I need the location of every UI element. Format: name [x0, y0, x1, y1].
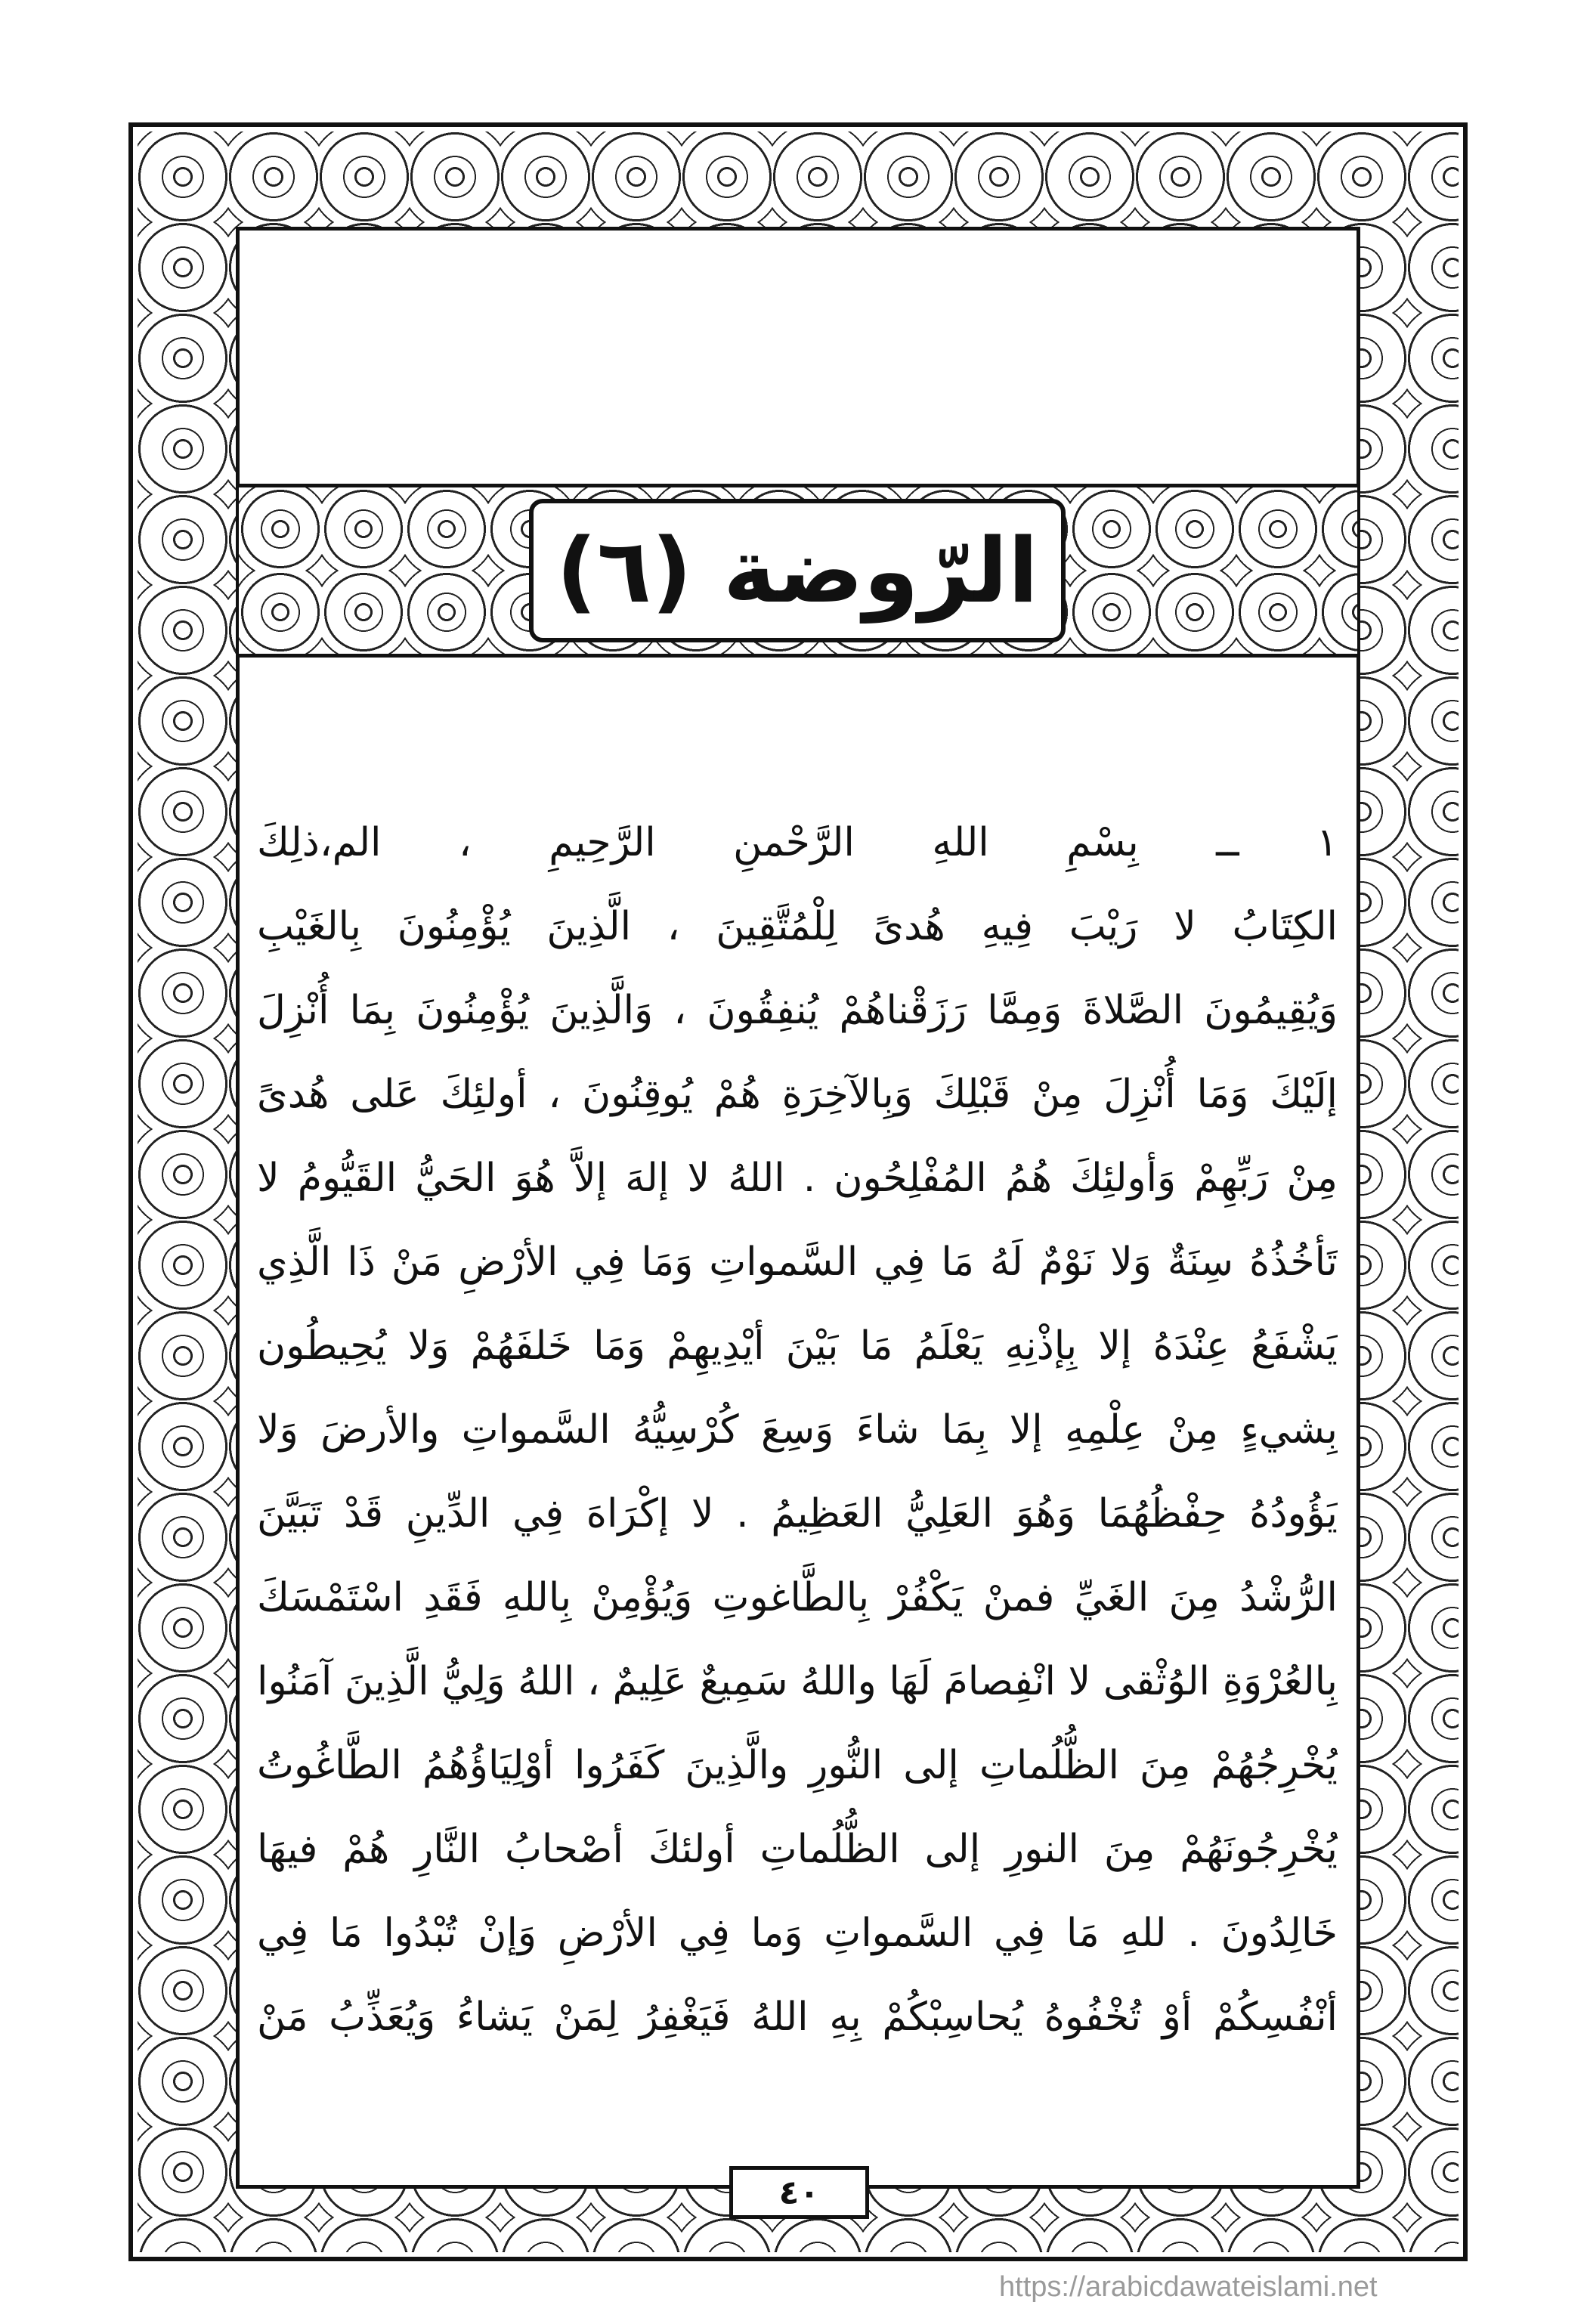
- text-line: يَشْفَعُ عِنْدَهُ إلا بِإذْنِهِ يَعْلَمُ مَا بَيْنَ أيْدِيهِمْ وَمَا خَلفَهُمْ وَلا يُحِيطُون: [257, 1323, 1338, 1369]
- text-line: يُخْرِجُهُمْ مِنَ الظُّلُماتِ إلى النُّورِ والَّذِينَ كَفَرُوا أوْلِيَاؤُهُمُ الطَّاغُوتُ: [257, 1743, 1338, 1788]
- body-text: [257, 801, 1338, 2059]
- title-cartouche: [529, 499, 1066, 642]
- text-line: وَيُقِيمُونَ الصَّلاةَ وَمِمَّا رَزَقْناهُمْ يُنفِقُونَ ، وَالَّذِينَ يُؤْمِنُونَ بِمَا أُنْزِلَ: [257, 988, 1338, 1033]
- text-line: مِنْ رَبِّهِمْ وَأولئِكَ هُمُ المُفْلِحُون . اللهُ لا إلهَ إلاَّ هُوَ الحَيُّ القَيُّومُ لا: [257, 1156, 1338, 1201]
- text-line: أنْفُسِكُمْ أوْ تُخْفُوهُ يُحاسِبْكُمْ بِهِ اللهُ فَيَغْفِرُ لِمَنْ يَشاءُ وَيُعَذِّبُ مَنْ: [257, 1994, 1338, 2040]
- text-line: يُخْرِجُونَهُمْ مِنَ النورِ إلى الظُّلُماتِ أولئكَ أصْحابُ النَّارِ هُمْ فيهَا: [257, 1827, 1338, 1872]
- text-line: الكِتَابُ لا رَيْبَ فِيهِ هُدىً لِلْمُتَّقِينَ ، الَّذِينَ يُؤْمِنُونَ بِالغَيْبِ: [257, 904, 1338, 949]
- text-line: يَؤُودُهُ حِفْظُهُمَا وَهُوَ العَلِيُّ العَظِيمُ . لا إكْرَاهَ فِي الدِّينِ قَدْ تَبَيَّنَ: [257, 1491, 1338, 1536]
- text-line: بِشيءٍ مِنْ عِلْمِهِ إلا بِمَا شاءَ وَسِعَ كُرْسِيُّهُ السَّمواتِ والأرضَ وَلا: [257, 1407, 1338, 1453]
- text-line: الرُّشْدُ مِنَ الغَيِّ فمنْ يَكْفُرْ بِالطَّاغوتِ وَيُؤْمِنْ بِاللهِ فَقَدِ اسْتَمْسَكَ: [257, 1575, 1338, 1620]
- text-line: تَأخُذُهُ سِنَةٌ وَلا نَوْمٌ لَهُ مَا فِي السَّمواتِ وَمَا فِي الأرْضِ مَنْ ذَا الَّذِي: [257, 1239, 1338, 1285]
- text-line: إلَيْكَ وَمَا أُنْزِلَ مِنْ قَبْلِكَ وَبِالآخِرَةِ هُمْ يُوقِنُونَ ، أولئِكَ عَلى هُدىً: [257, 1072, 1338, 1117]
- text-line: خَالِدُونَ . للهِ مَا فِي السَّمواتِ وَما فِي الأرْضِ وَإنْ تُبْدُوا مَا فِي: [257, 1911, 1338, 1956]
- text-line: ١ ــ بِسْمِ اللهِ الرَّحْمنِ الرَّحِيمِ ، الم،ذلِكَ: [257, 820, 1338, 865]
- watermark-url: https://arabicdawateislami.net: [999, 2271, 1378, 2303]
- page-title: الرّوضة (٦): [555, 518, 1039, 623]
- text-line: بِالعُرْوَةِ الوُثْقى لا انْفِصامَ لَهَا واللهُ سَمِيعٌ عَلِيمٌ ، اللهُ وَلِيُّ الَّذِينَ آمَنُوا: [257, 1659, 1338, 1704]
- page-number: ٤٠: [729, 2166, 869, 2219]
